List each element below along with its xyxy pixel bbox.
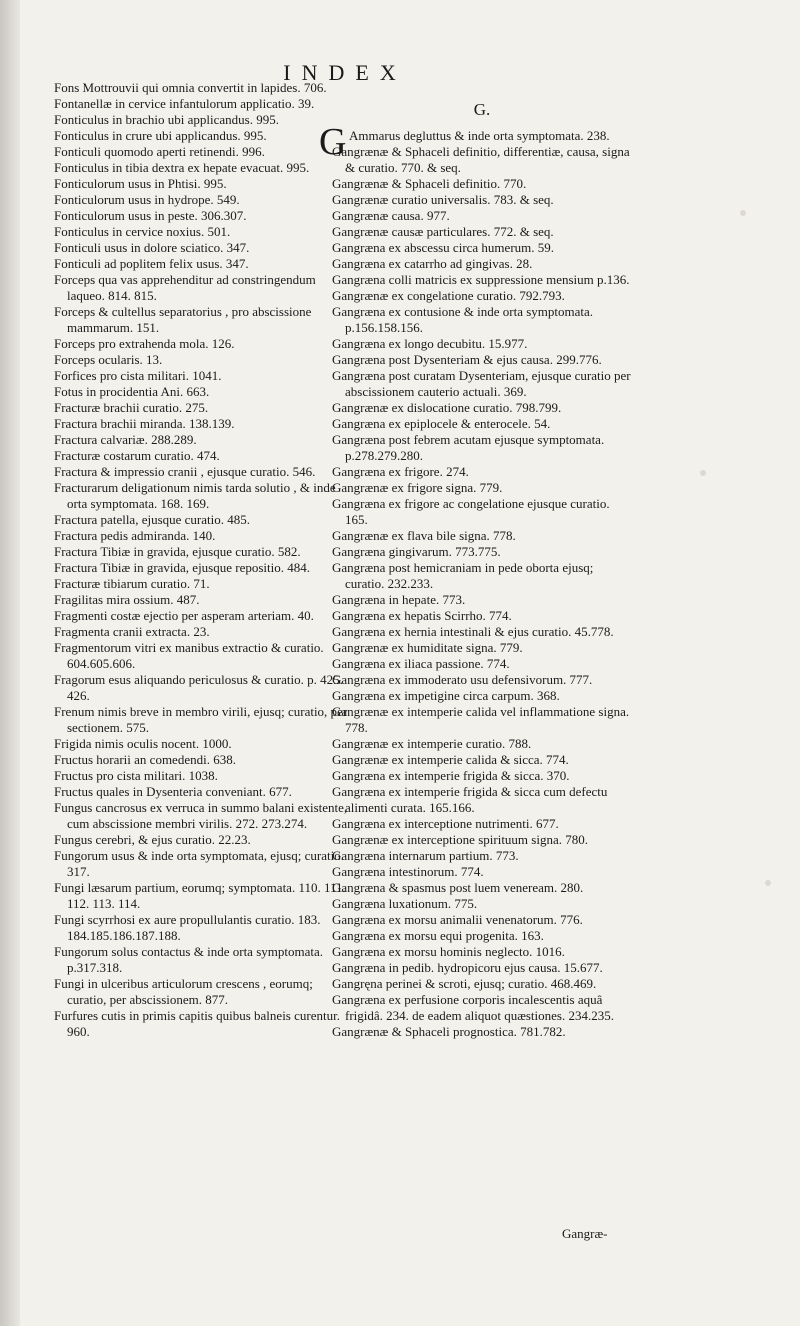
index-entry: Fungus cerebri, & ejus curatio. 22.23. (54, 832, 251, 847)
index-entry: Gangræna in pedib. hydropicoru ejus causa. 15.677. (332, 960, 603, 975)
index-entry: Gangræna ex morsu equi progenita. 163. (332, 928, 544, 943)
index-entry: Furfures cutis in primis capitis quibus balneis curentur. 960. (54, 1008, 340, 1039)
index-entry: Gangræna ex hernia intestinali & ejus curatio. 45.778. (332, 624, 614, 639)
index-entry: Gangræna luxationum. 775. (332, 896, 478, 911)
index-entry: Fracturæ costarum curatio. 474. (54, 448, 220, 463)
index-entry: Frigida nimis oculis nocent. 1000. (54, 736, 232, 751)
section-letter: G. (473, 100, 491, 119)
index-entry: Fungi in ulceribus articulorum crescens , eorumq; curatio, per abscissionem. 877. (54, 976, 313, 1007)
index-entry: Gangrænæ curatio universalis. 783. & seq. (332, 192, 554, 207)
index-entry: Fonticulorum usus in hydrope. 549. (54, 192, 240, 207)
index-entry: Fungi scyrrhosi ex aure propullulantis curatio. 183. 184.185.186.187.188. (54, 912, 321, 943)
index-entry: Fonticulorum usus in peste. 306.307. (54, 208, 247, 223)
index-entry: Gangræna ex catarrho ad gingivas. 28. (332, 256, 533, 271)
index-entry: Forceps qua vas apprehenditur ad constringendum laqueo. 814. 815. (54, 272, 316, 303)
index-entry: Gangræna in hepate. 773. (332, 592, 466, 607)
index-entry: Gangræna colli matricis ex suppressione mensium p.136. (332, 272, 630, 287)
index-entry: Fracturæ tibiarum curatio. 71. (54, 576, 210, 591)
index-entry: Gangræna post hemicraniam in pede oborta ejusq; curatio. 232.233. (332, 560, 594, 591)
index-entry: Gangræna & spasmus post luem veneream. 280. (332, 880, 584, 895)
index-entry: Gangrænæ & Sphaceli definitio. 770. (332, 176, 527, 191)
index-entry: Fragorum esus aliquando periculosus & curatio. p. 425. 426. (54, 672, 343, 703)
paper-speck (700, 470, 706, 476)
index-entry: Fonticuli ad poplitem felix usus. 347. (54, 256, 249, 271)
index-entry: Gangræna ex impetigine circa carpum. 368. (332, 688, 560, 703)
index-entry: Gangrænæ ex frigore signa. 779. (332, 480, 503, 495)
index-entry: Forceps & cultellus separatorius , pro abscissione mammarum. 151. (54, 304, 312, 335)
index-entry: Fonticuli quomodo aperti retinendi. 996. (54, 144, 265, 159)
index-entry: Gangræna ex interceptione nutrimenti. 677. (332, 816, 559, 831)
index-entry: Fractura pedis admiranda. 140. (54, 528, 216, 543)
index-entry: Gangræna internarum partium. 773. (332, 848, 519, 863)
index-entry: Gangræna post Dysenteriam & ejus causa. 299.776. (332, 352, 602, 367)
index-entry: Fonticuli usus in dolore sciatico. 347. (54, 240, 250, 255)
index-entry: Gangræna ex abscessu circa humerum. 59. (332, 240, 555, 255)
index-entry: Frenum nimis breve in membro virili, ejusq; curatio, per sectionem. 575. (54, 704, 348, 735)
index-entry: Fungus cancrosus ex verruca in summo balani existente, cum abscissione membri virilis. 272. 273.274. (54, 800, 348, 831)
index-entry: Gangrænæ ex flava bile signa. 778. (332, 528, 516, 543)
index-entry: Gangrænæ & Sphaceli prognostica. 781.782. (332, 1024, 566, 1039)
index-entry: Fonticulus in brachio ubi applicandus. 995. (54, 112, 279, 127)
index-entry: Fracturæ brachii curatio. 275. (54, 400, 209, 415)
index-entry: Gangrænæ ex humiditate signa. 779. (332, 640, 523, 655)
index-entry: Fragilitas mira ossium. 487. (54, 592, 200, 607)
index-entry: Fotus in procidentia Ani. 663. (54, 384, 210, 399)
index-entry: Fructus horarii an comedendi. 638. (54, 752, 236, 767)
index-entry: Gangræna ex contusione & inde orta symptomata. p.156.158.156. (332, 304, 594, 335)
index-entry: Fontanellæ in cervice infantulorum applicatio. 39. (54, 96, 315, 111)
index-entry: Fractura brachii miranda. 138.139. (54, 416, 235, 431)
index-entry: Fonticulus in tibia dextra ex hepate evacuat. 995. (54, 160, 310, 175)
index-entry: Gangrænæ causæ particulares. 772. & seq. (332, 224, 554, 239)
index-entry: Gangræna ex immoderato usu defensivorum. 777. (332, 672, 593, 687)
index-entry: Fungorum usus & inde orta symptomata, ejusq; curatio. 317. (54, 848, 344, 879)
index-entry: Gangræna ex intemperie frigida & sicca. 370. (332, 768, 570, 783)
index-entry: Forfices pro cista militari. 1041. (54, 368, 222, 383)
index-entry: Fragmenta cranii extracta. 23. (54, 624, 210, 639)
index-entry: Fractura Tibiæ in gravida, ejusque curatio. 582. (54, 544, 301, 559)
index-entry: Fructus pro cista militari. 1038. (54, 768, 218, 783)
index-entry: Gangrænæ ex congelatione curatio. 792.793. (332, 288, 565, 303)
index-entry: Gangræna ex iliaca passione. 774. (332, 656, 510, 671)
catchword: Gangræ- (562, 1226, 608, 1241)
index-entry: Gangræna ex frigore ac congelatione ejusque curatio. 165. (332, 496, 610, 527)
index-entry: Fracturarum deligationum nimis tarda solutio , & inde orta symptomata. 168. 169. (54, 480, 336, 511)
index-entry: Gangræna ex morsu hominis neglecto. 1016. (332, 944, 565, 959)
index-entry: Fragmenti costæ ejectio per asperam arteriam. 40. (54, 608, 314, 623)
index-entry: Gangræna ex hepatis Scirrho. 774. (332, 608, 512, 623)
index-entry: Fungorum solus contactus & inde orta symptomata. p.317.318. (54, 944, 323, 975)
index-entry: Gangræna ex perfusione corporis incalescentis aquâ frigidâ. 234. de eadem aliquot quæstiones. 234.235. (332, 992, 614, 1023)
paper-speck (740, 210, 746, 216)
index-entry: Fonticulus in crure ubi applicandus. 995. (54, 128, 267, 143)
index-entry: Fractura patella, ejusque curatio. 485. (54, 512, 251, 527)
index-entry: Forceps ocularis. 13. (54, 352, 163, 367)
paper-speck (765, 880, 771, 886)
index-entry: Fractura calvariæ. 288.289. (54, 432, 197, 447)
right-index-column (319, 100, 632, 1040)
index-entry: Gangræna post curatam Dysenteriam, ejusque curatio per abscissionem cauterio actuali. 369. (332, 368, 631, 399)
drop-cap-initial: G (319, 121, 347, 163)
left-index-column (54, 80, 354, 1040)
index-entry: Gangrænæ causa. 977. (332, 208, 450, 223)
index-entry: Gangræna intestinorum. 774. (332, 864, 484, 879)
index-entry: Gangræna ex morsu animalii venenatorum. 776. (332, 912, 583, 927)
index-entry: Fructus quales in Dysenteria conveniant. 677. (54, 784, 292, 799)
index-entry: Forceps pro extrahenda mola. 126. (54, 336, 235, 351)
index-entry-text: Ammarus degluttus & inde orta symptomata. 238. (349, 128, 610, 143)
index-entry: Fons Mottrouvii qui omnia convertit in lapides. 706. (54, 80, 327, 95)
index-entry: Gangræna post febrem acutam ejusque symptomata. p.278.279.280. (332, 432, 605, 463)
index-entry: Fonticulorum usus in Phtisi. 995. (54, 176, 227, 191)
index-entry: Gangręna perinei & scroti, ejusq; curatio. 468.469. (332, 976, 597, 991)
index-entry: Gangræna gingivarum. 773.775. (332, 544, 501, 559)
index-entry: Gangrænæ ex intemperie calida vel inflammatione signa. 778. (332, 704, 630, 735)
index-entry: Gangræna ex epiplocele & enterocele. 54. (332, 416, 551, 431)
page-title: INDEX (283, 60, 407, 85)
index-entry: Gangrænæ & Sphaceli definitio, differentiæ, causa, signa & curatio. 770. & seq. (332, 144, 630, 175)
page-binding-edge (0, 0, 20, 1326)
index-entry: Gangræna ex frigore. 274. (332, 464, 469, 479)
index-entry: Gangrænæ ex interceptione spirituum signa. 780. (332, 832, 588, 847)
index-entry: Fragmentorum vitri ex manibus extractio & curatio. 604.605.606. (54, 640, 324, 671)
index-entry: Gangrænæ ex intemperie curatio. 788. (332, 736, 532, 751)
index-entry: Gangræna ex intemperie frigida & sicca cum defectu alimenti curata. 165.166. (332, 784, 608, 815)
index-entry: Fonticulus in cervice noxius. 501. (54, 224, 231, 239)
index-entry: Gangræna ex longo decubitu. 15.977. (332, 336, 528, 351)
index-entry: Gangrænæ ex dislocatione curatio. 798.799. (332, 400, 562, 415)
index-entry: Fractura Tibiæ in gravida, ejusque repositio. 484. (54, 560, 311, 575)
index-entry: Fractura & impressio cranii , ejusque curatio. 546. (54, 464, 316, 479)
index-entry: Fungi læsarum partium, eorumq; symptomata. 110. 111. 112. 113. 114. (54, 880, 346, 911)
index-entry: Gangrænæ ex intemperie calida & sicca. 774. (332, 752, 569, 767)
